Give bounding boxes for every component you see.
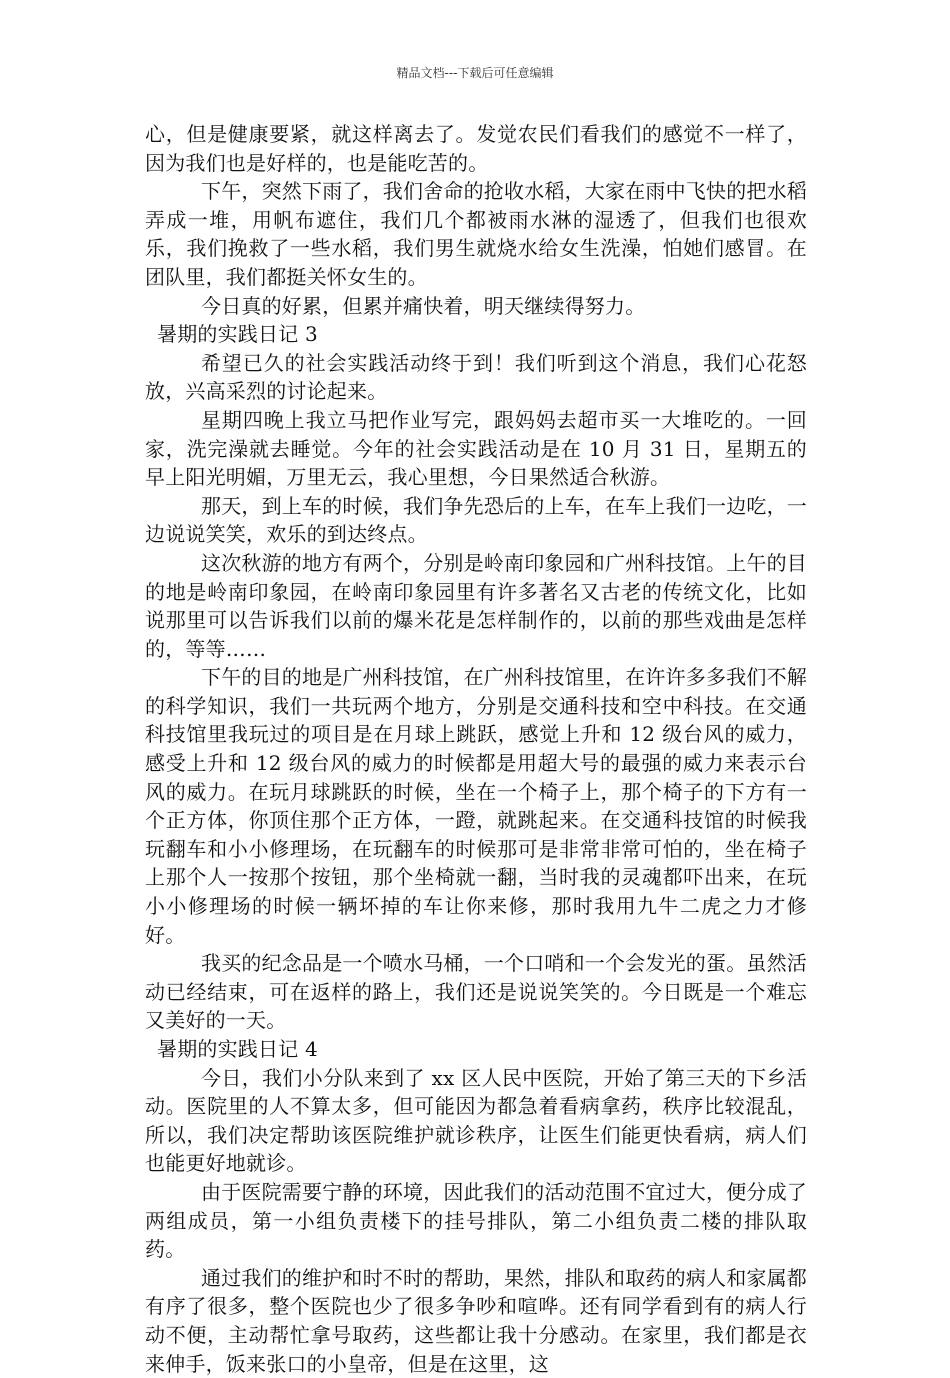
section-heading: 暑期的实践日记 3 (157, 322, 318, 347)
paragraph: 我买的纪念品是一个喷水马桶，一个口哨和一个会发光的蛋。虽然活动已经结束，可在返样的路上，我们还是说说笑笑的。今日既是一个难忘又美好的一天。 (145, 951, 807, 1033)
paragraph: 希望已久的社会实践活动终于到！我们听到这个消息，我们心花怒放，兴高采烈的讨论起来。 (145, 350, 807, 404)
paragraph: 今日真的好累，但累并痛快着，明天继续得努力。 (201, 293, 646, 318)
paragraph: 心，但是健康要紧，就这样离去了。发觉农民们看我们的感觉不一样了，因为我们也是好样的，也是能吃苦的。 (145, 122, 807, 175)
paragraph: 星期四晚上我立马把作业写完，跟妈妈去超市买一大堆吃的。一回家，洗完澡就去睡觉。今年的社会实践活动是在 10 月 31 日，星期五的早上阳光明媚，万里无云，我心里想，今日果然适合秋游。 (145, 407, 807, 490)
paragraph: 通过我们的维护和时不时的帮助，果然，排队和取药的病人和家属都有序了很多，整个医院也少了很多争吵和喧哗。还有同学看到有的病人行动不便，主动帮忙拿号取药，这些都让我十分感动。在家里，我们都是衣来伸手，饭来张口的小皇帝，但是在这里，这 (145, 1265, 807, 1376)
page-header: 精品文档---下载后可任意编辑 (396, 66, 554, 80)
document-body (145, 120, 807, 1378)
paragraph: 这次秋游的地方有两个，分别是岭南印象园和广州科技馆。上午的目的地是岭南印象园，在岭南印象园里有许多著名又古老的传统文化，比如说那里可以告诉我们以前的爆米花是怎样制作的，以前的那些戏曲是怎样的，等等…… (145, 550, 807, 661)
paragraph: 下午，突然下雨了，我们舍命的抢收水稻，大家在雨中飞快的把水稻弄成一堆，用帆布遮住，我们几个都被雨水淋的湿透了，但我们也很欢乐，我们挽救了一些水稻，我们男生就烧水给女生洗澡，怕她们感冒。在团队里，我们都挺关怀女生的。 (145, 179, 807, 289)
paragraph: 那天，到上车的时候，我们争先恐后的上车，在车上我们一边吃，一边说说笑笑，欢乐的到达终点。 (145, 493, 807, 547)
paragraph: 今日，我们小分队来到了 xx 区人民中医院，开始了第三天的下乡活动。医院里的人不算太多，但可能因为都急着看病拿药，秩序比较混乱，所以，我们决定帮助该医院维护就诊秩序，让医生们能更快看病，病人们也能更好地就诊。 (145, 1065, 807, 1176)
paragraph: 由于医院需要宁静的环境，因此我们的活动范围不宜过大，便分成了两组成员，第一小组负责楼下的挂号排队，第二小组负责二楼的排队取药。 (145, 1179, 807, 1262)
paragraph: 下午的目的地是广州科技馆，在广州科技馆里，在许许多多我们不解的科学知识，我们一共玩两个地方，分别是交通科技和空中科技。在交通科技馆里我玩过的项目是在月球上跳跃，感觉上升和 12 级台风的威力，感受上升和 12 级台风的威力的时候都是用超大号的最强的威力来表示台风的威力。在玩月球跳跃的时候，坐在一个椅子上，那个椅子的下方有一个正方体，你顶住那个正方体，一蹬，就跳起来。在交通科技馆的时候我玩翻车和小小修理场，在玩翻车的时候那可是非常非常可怕的，坐在椅子上那个人一按那个按钮，那个坐椅就一翻，当时我的灵魂都吓出来，在玩小小修理场的时候一辆坏掉的车让你来修，那时我用九牛二虎之力才修好。 (145, 665, 807, 947)
section-heading: 暑期的实践日记 4 (157, 1037, 318, 1061)
